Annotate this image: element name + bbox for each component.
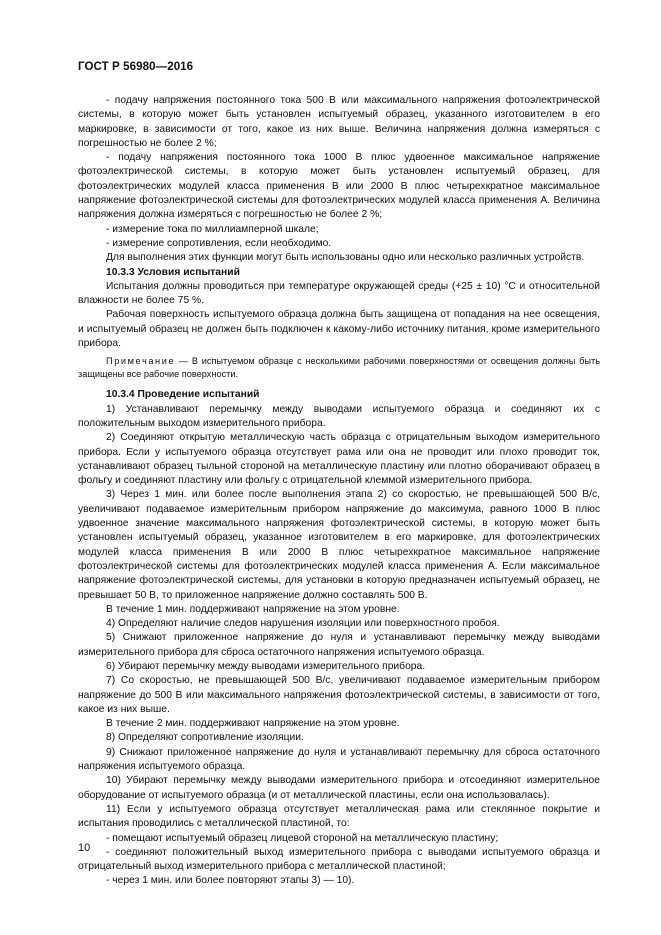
step: 2) Соединяют открытую металлическую часть образца с отрицательным выходом измерительного прибора. Если у испытуемого образца отсутствует рама или она не проводит или плохо проводит ток, устанавливают образец тыльной стороной на металлическую пластину или плотно оборачивают образец в фольгу и соединяют пластину или фольгу с отрицательной клеммой измерительного прибора.	[78, 432, 600, 487]
paragraph: В течение 2 мин. поддерживают напряжение на этом уровне.	[106, 718, 400, 730]
paragraph: Для выполнения этих функции могут быть использованы одно или несколько различных устройств.	[106, 252, 585, 264]
paragraph: Испытания должны проводиться при температуре окружающей среды (+25 ± 10) °С и относительной влажности не более 75 %.	[78, 280, 600, 307]
document-header: ГОСТ Р 56980—2016	[78, 61, 194, 73]
paragraph: - измерение тока по миллиамперной шкале;	[106, 223, 319, 235]
paragraph: В течение 1 мин. поддерживают напряжение на этом уровне.	[106, 603, 400, 615]
note-text: — В испытуемом образце с несколькими рабочими поверхностями от освещения должны быть защищены все рабочие поверхности.	[78, 356, 600, 380]
step: 5) Снижают приложенное напряжение до нуля и устанавливают перемычку между выводами измерительного прибора для сброса остаточного напряжения испытуемого образца.	[78, 632, 600, 658]
step: 4) Определяют наличие следов нарушения изоляции или поверхностного пробоя.	[106, 618, 500, 630]
step: 7) Со скоростью, не превышающей 500 В/с, увеличивают подаваемое измерительным прибором напряжение до 500 В или максимального напряжения фотоэлектрической системы, в зависимости от того, какое из них выше.	[78, 675, 600, 715]
section-heading-10-3-3: 10.3.3 Условия испытаний	[106, 266, 240, 278]
note	[78, 355, 600, 381]
step: 9) Снижают приложенное напряжение до нуля и устанавливают перемычку для сброса остаточного напряжения испытуемого образца.	[78, 746, 600, 773]
list-item: - помещают испытуемый образец лицевой стороной на металлическую пластину;	[106, 832, 499, 844]
step: 8) Определяют сопротивление изоляции.	[106, 732, 304, 744]
paragraph: Рабочая поверхность испытуемого образца должна быть защищена от попадания на нее освещения, и испытуемый образец не должен быть подключен к какому-либо источнику питания, кроме измерительного прибора.	[78, 309, 600, 350]
page-number: 10	[78, 842, 91, 854]
list-item: - соединяют положительный выход измерительного прибора с выводами испытуемого образца и отрицательный выход измерительного прибора с металлической пластиной;	[78, 846, 600, 873]
paragraph: - подачу напряжения постоянного тока 1000 В плюс удвоенное максимальное напряжение фотоэлектрической системы, в которую может быть установлен испытуемый образец, для фотоэлектрических модулей класса применения В или 2000 В плюс четырехкратное максимальное напряжение фотоэлектрической системы для фотоэлектрических модулей класса применения А. Величина напряжения должна измеряться с погрешностью не более 2 %;	[78, 152, 600, 221]
paragraph: - подачу напряжения постоянного тока 500 В или максимального напряжения фотоэлектрической системы, в которую может быть установлен испытуемый образец, указанного изготовителем в его маркировке, в зависимости от того, какое из них выше. Величина напряжения должна измеряться с погрешностью не более 2 %;	[78, 95, 600, 149]
step: 6) Убирают перемычку между выводами измерительного прибора.	[106, 660, 426, 672]
step: 11) Если у испытуемого образца отсутствует металлическая рама или стеклянное покрытие и испытания проводились с металлической пластиной, то:	[78, 803, 600, 830]
document-body	[78, 94, 600, 889]
step: 3) Через 1 мин. или более после выполнения этапа 2) со скоростью, не превышающей 500 В/с, увеличивают подаваемое измерительным прибором напряжение до максимума, равного 1000 В плюс удвоенное значение максимального напряжения фотоэлектрической системы, в которую может быть установлен испытуемый образец, указанное изготовителем в его маркировке, для фотоэлектрических модулей класса применения В или 2000 В плюс четырехкратное максимальное напряжение фотоэлектрической системы для фотоэлектрических модулей класса применения А. Если максимальное напряжение фотоэлектрической системы, для установки в которую предназначен испытуемый образец, не превышает 50 В, то приложенное напряжение должно составлять 500 В.	[78, 489, 600, 601]
note-label: Примечание	[106, 356, 176, 367]
step: 10) Убирают перемычку между выводами измерительного прибора и отсоединяют измерительное оборудование от испытуемого образца (и от металлической пластины, если она использовалась).	[78, 775, 600, 801]
step: 1) Устанавливают перемычку между выводами испытуемого образца и соединяют их с положительным выходом измерительного прибора.	[78, 403, 600, 429]
section-heading-10-3-4: 10.3.4 Проведение испытаний	[106, 389, 260, 401]
paragraph: - измерение сопротивления, если необходимо.	[106, 237, 332, 249]
list-item: - через 1 мин. или более повторяют этапы 3) — 10).	[106, 875, 355, 887]
